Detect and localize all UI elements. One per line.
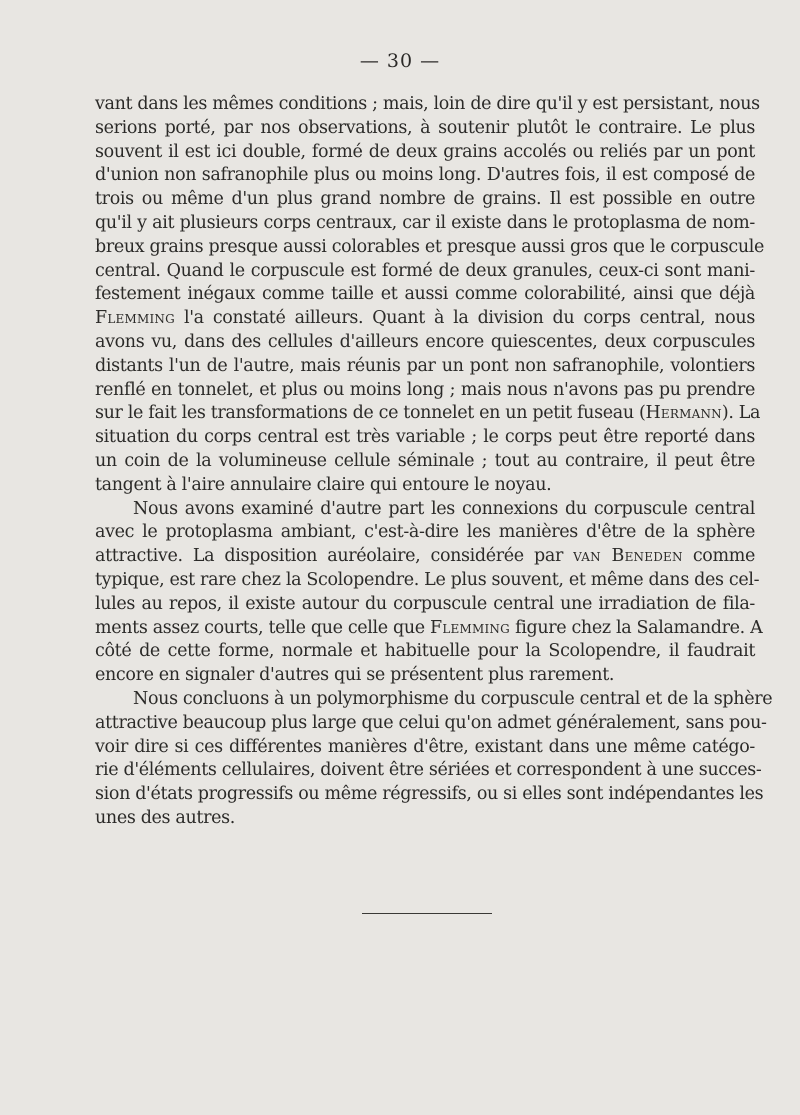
author-name: Flemming (430, 617, 510, 638)
page-number: — 30 — (359, 50, 441, 72)
text-line: unes des autres. (95, 807, 235, 828)
text-line: renflé en tonnelet, et plus ou moins long ; mais nous n'avons pas pu prendre (95, 379, 755, 400)
text-line: rie d'éléments cellulaires, doivent être sériées et correspondent à une succes- (95, 760, 762, 781)
text-line: trois ou même d'un plus grand nombre de grains. Il est possible en outre (95, 189, 755, 210)
text-line: souvent il est ici double, formé de deux grains accolés ou reliés par un pont (95, 141, 755, 162)
text-fragment: ments assez courts, telle que celle que (95, 617, 431, 638)
author-name: Hermann (645, 403, 722, 424)
text-line (95, 617, 763, 641)
text-line: serions porté, par nos observations, à soutenir plutôt le contraire. Le plus (95, 117, 755, 138)
text-line: situation du corps central est très variable ; le corps peut être reporté dans (95, 427, 755, 448)
text-line: festement inégaux comme taille et aussi comme colorabilité, ainsi que déjà (95, 284, 755, 305)
text-line: vant dans les mêmes conditions ; mais, loin de dire qu'il y est persistant, nous (95, 94, 760, 114)
author-name: van Beneden (573, 546, 683, 567)
text-line: un coin de la volumineuse cellule séminale ; tout au contraire, il peut être (95, 450, 755, 471)
text-line: avec le protoplasma ambiant, c'est-à-dire les manières d'être de la sphère (95, 522, 755, 543)
text-fragment: comme (682, 546, 755, 567)
text-line (95, 545, 755, 569)
text-line (95, 307, 755, 331)
text-line: Nous concluons à un polymorphisme du corpuscule central et de la sphère (133, 688, 773, 709)
text-fragment: ). La (721, 403, 761, 424)
text-line: tangent à l'aire annulaire claire qui entoure le noyau. (95, 474, 552, 495)
end-rule (362, 913, 492, 914)
text-fragment: figure chez la Salamandre. A (509, 617, 763, 638)
body-text (95, 93, 773, 831)
text-line: qu'il y ait plusieurs corps centraux, car il existe dans le protoplasma de nom- (95, 212, 755, 233)
text-fragment: attractive. La disposition auréolaire, considérée par (95, 546, 574, 567)
text-line: lules au repos, il existe autour du corpuscule central une irradiation de fila- (95, 593, 755, 614)
text-fragment: sur le fait les transformations de ce tonnelet en un petit fuseau ( (95, 403, 646, 424)
text-line: typique, est rare chez la Scolopendre. Le plus souvent, et même dans des cel- (95, 569, 760, 590)
author-name: Flemming (95, 308, 175, 329)
text-line: attractive beaucoup plus large que celui qu'on admet généralement, sans pou- (95, 712, 767, 733)
text-line: avons vu, dans des cellules d'ailleurs encore quiescentes, deux corpuscules (95, 331, 755, 352)
text-line: central. Quand le corpuscule est formé de deux granules, ceux-ci sont mani- (95, 260, 755, 281)
text-line: encore en signaler d'autres qui se présentent plus rarement. (95, 665, 615, 686)
text-line: côté de cette forme, normale et habituelle pour la Scolopendre, il faudrait (95, 641, 755, 662)
text-fragment: l'a constaté ailleurs. Quant à la division du corps central, nous (174, 308, 755, 329)
text-line: sion d'états progressifs ou même régressifs, ou si elles sont indépendantes les (95, 784, 764, 805)
text-line: d'union non safranophile plus ou moins long. D'autres fois, il est composé de (95, 165, 755, 186)
text-line (95, 402, 761, 426)
text-line: Nous avons examiné d'autre part les connexions du corpuscule central (133, 498, 755, 519)
text-line: breux grains presque aussi colorables et presque aussi gros que le corpuscule (95, 236, 764, 257)
text-line: distants l'un de l'autre, mais réunis par un pont non safranophile, volontiers (95, 355, 755, 376)
text-line: voir dire si ces différentes manières d'être, existant dans une même catégo- (95, 736, 755, 757)
